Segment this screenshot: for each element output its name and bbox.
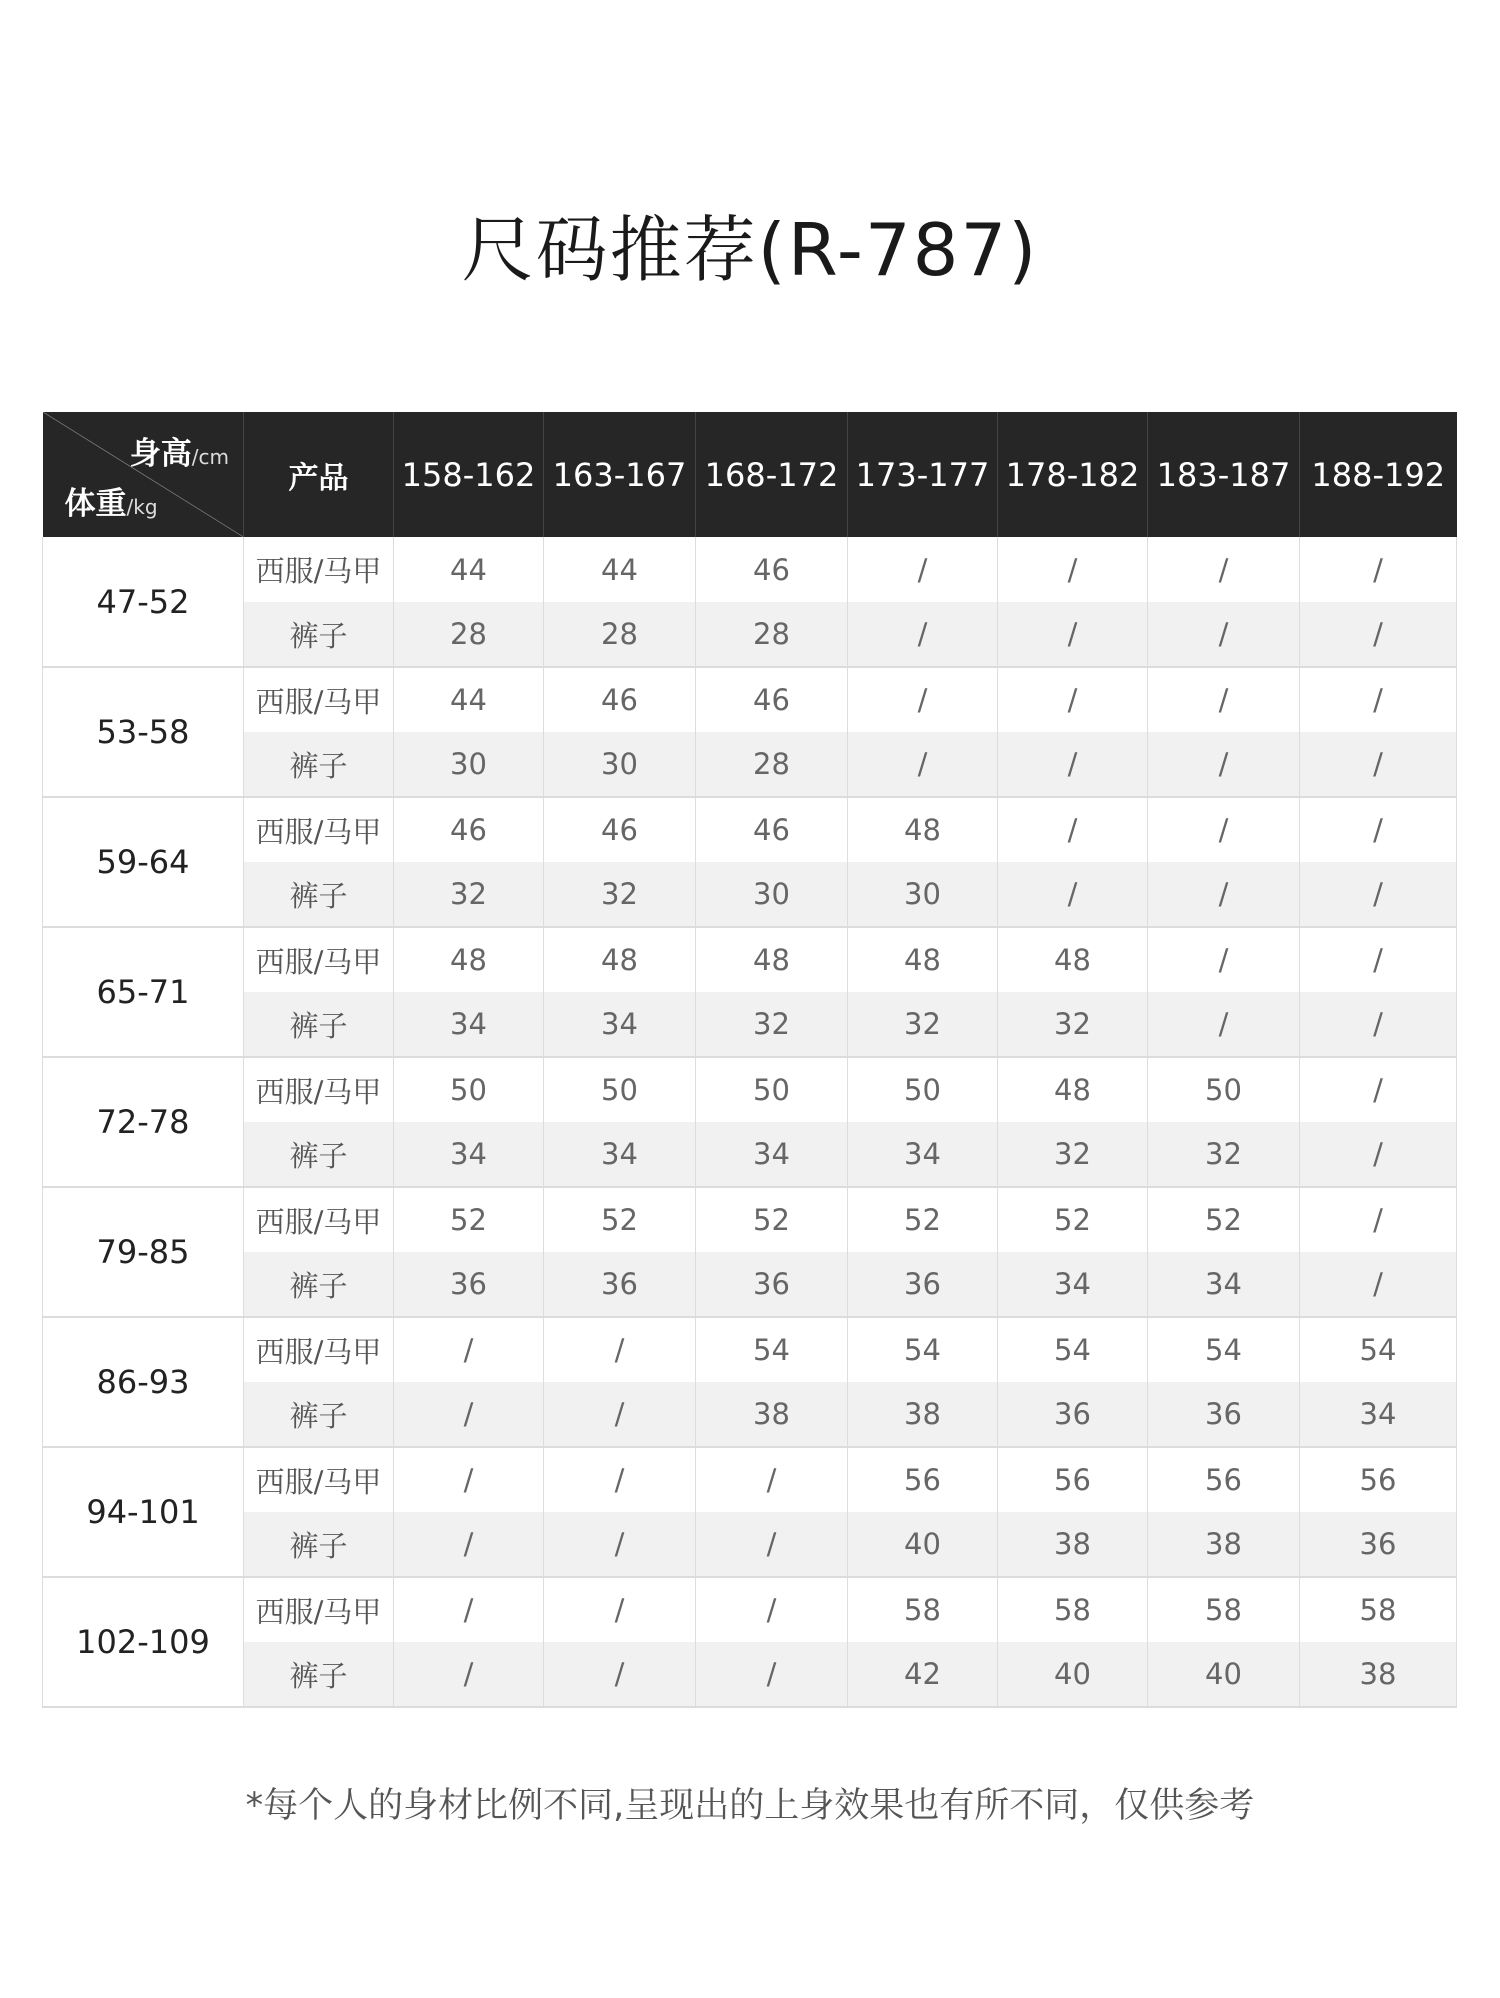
- size-cell: 30: [394, 732, 544, 797]
- table-row: [43, 1382, 1457, 1447]
- size-cell: 34: [544, 1122, 696, 1187]
- height-col-header: 158-162: [394, 412, 544, 537]
- product-cell-suit: 西服/马甲: [244, 1187, 394, 1252]
- size-cell: /: [1148, 602, 1300, 667]
- weight-range-cell: 65-71: [43, 927, 244, 1057]
- size-cell: /: [1300, 862, 1457, 927]
- product-cell-pants: 裤子: [244, 602, 394, 667]
- size-cell: /: [998, 862, 1148, 927]
- weight-range-cell: 72-78: [43, 1057, 244, 1187]
- size-cell: 48: [998, 927, 1148, 992]
- size-cell: 52: [1148, 1187, 1300, 1252]
- size-cell: 56: [998, 1447, 1148, 1512]
- size-cell: 54: [1300, 1317, 1457, 1382]
- height-col-header: 178-182: [998, 412, 1148, 537]
- product-cell-suit: 西服/马甲: [244, 1577, 394, 1642]
- height-col-header: 173-177: [848, 412, 998, 537]
- size-cell: 28: [696, 602, 848, 667]
- product-cell-pants: 裤子: [244, 1252, 394, 1317]
- corner-header: [43, 412, 244, 537]
- size-cell: 28: [544, 602, 696, 667]
- size-cell: 34: [998, 1252, 1148, 1317]
- size-chart-body: [43, 537, 1457, 1707]
- size-cell: 50: [394, 1057, 544, 1122]
- size-cell: /: [1300, 602, 1457, 667]
- size-cell: /: [544, 1512, 696, 1577]
- size-cell: 32: [1148, 1122, 1300, 1187]
- size-cell: 36: [394, 1252, 544, 1317]
- size-cell: 38: [1148, 1512, 1300, 1577]
- size-cell: 48: [848, 797, 998, 862]
- size-cell: 34: [394, 1122, 544, 1187]
- size-cell: /: [1148, 927, 1300, 992]
- product-cell-suit: 西服/马甲: [244, 667, 394, 732]
- size-cell: 30: [848, 862, 998, 927]
- size-cell: 50: [544, 1057, 696, 1122]
- size-cell: 46: [544, 667, 696, 732]
- size-cell: 52: [394, 1187, 544, 1252]
- table-row: [43, 1317, 1457, 1382]
- weight-range-cell: 59-64: [43, 797, 244, 927]
- size-cell: 44: [544, 537, 696, 602]
- product-cell-pants: 裤子: [244, 1382, 394, 1447]
- size-cell: 58: [848, 1577, 998, 1642]
- size-cell: /: [394, 1642, 544, 1707]
- size-cell: 34: [1148, 1252, 1300, 1317]
- weight-range-cell: 79-85: [43, 1187, 244, 1317]
- size-cell: 34: [1300, 1382, 1457, 1447]
- size-cell: /: [696, 1447, 848, 1512]
- size-cell: /: [998, 797, 1148, 862]
- size-cell: /: [1300, 1122, 1457, 1187]
- product-cell-suit: 西服/马甲: [244, 927, 394, 992]
- size-cell: 36: [544, 1252, 696, 1317]
- size-cell: 34: [696, 1122, 848, 1187]
- size-cell: /: [544, 1317, 696, 1382]
- product-cell-suit: 西服/马甲: [244, 797, 394, 862]
- table-row: [43, 1187, 1457, 1252]
- table-row: [43, 992, 1457, 1057]
- size-cell: 48: [394, 927, 544, 992]
- product-cell-pants: 裤子: [244, 992, 394, 1057]
- table-row: [43, 732, 1457, 797]
- table-row: [43, 667, 1457, 732]
- size-cell: /: [998, 537, 1148, 602]
- table-row: [43, 1447, 1457, 1512]
- size-cell: 32: [394, 862, 544, 927]
- weight-range-cell: 53-58: [43, 667, 244, 797]
- disclaimer-note: *每个人的身材比例不同,呈现出的上身效果也有所不同，仅供参考: [245, 1786, 1255, 1826]
- size-cell: 52: [544, 1187, 696, 1252]
- size-cell: /: [1300, 797, 1457, 862]
- product-cell-suit: 西服/马甲: [244, 1057, 394, 1122]
- size-cell: 40: [1148, 1642, 1300, 1707]
- size-cell: 46: [696, 537, 848, 602]
- size-cell: 36: [848, 1252, 998, 1317]
- size-cell: /: [998, 602, 1148, 667]
- size-cell: /: [394, 1512, 544, 1577]
- size-cell: /: [998, 667, 1148, 732]
- size-cell: /: [998, 732, 1148, 797]
- weight-range-cell: 86-93: [43, 1317, 244, 1447]
- size-cell: 58: [1300, 1577, 1457, 1642]
- size-cell: /: [544, 1642, 696, 1707]
- size-cell: 32: [696, 992, 848, 1057]
- size-cell: 54: [998, 1317, 1148, 1382]
- height-header: 身高/cm: [129, 436, 229, 472]
- size-cell: 46: [696, 797, 848, 862]
- height-col-header: 168-172: [696, 412, 848, 537]
- size-cell: 48: [848, 927, 998, 992]
- table-row: [43, 1122, 1457, 1187]
- size-cell: 46: [544, 797, 696, 862]
- size-cell: 56: [848, 1447, 998, 1512]
- size-cell: /: [1300, 1057, 1457, 1122]
- size-cell: /: [544, 1447, 696, 1512]
- size-cell: /: [1148, 667, 1300, 732]
- size-cell: /: [848, 732, 998, 797]
- size-cell: 36: [1148, 1382, 1300, 1447]
- size-cell: 58: [1148, 1577, 1300, 1642]
- height-col-header: 183-187: [1148, 412, 1300, 537]
- size-cell: /: [1148, 862, 1300, 927]
- table-row: [43, 537, 1457, 602]
- size-cell: 50: [1148, 1057, 1300, 1122]
- size-cell: 28: [394, 602, 544, 667]
- size-cell: 34: [544, 992, 696, 1057]
- table-row: [43, 602, 1457, 667]
- size-cell: 34: [394, 992, 544, 1057]
- size-cell: 54: [1148, 1317, 1300, 1382]
- size-cell: /: [544, 1382, 696, 1447]
- size-cell: 50: [848, 1057, 998, 1122]
- size-cell: 32: [848, 992, 998, 1057]
- table-row: [43, 1512, 1457, 1577]
- size-cell: /: [848, 667, 998, 732]
- weight-header: 体重/kg: [64, 486, 158, 522]
- size-cell: 56: [1300, 1447, 1457, 1512]
- size-cell: 32: [544, 862, 696, 927]
- product-cell-pants: 裤子: [244, 862, 394, 927]
- size-cell: /: [1148, 732, 1300, 797]
- size-cell: 54: [848, 1317, 998, 1382]
- size-cell: /: [696, 1642, 848, 1707]
- height-col-header: 188-192: [1300, 412, 1457, 537]
- table-row: [43, 1057, 1457, 1122]
- product-cell-suit: 西服/马甲: [244, 537, 394, 602]
- size-cell: /: [848, 537, 998, 602]
- product-cell-suit: 西服/马甲: [244, 1447, 394, 1512]
- size-cell: /: [1300, 1252, 1457, 1317]
- product-cell-pants: 裤子: [244, 1512, 394, 1577]
- size-cell: 32: [998, 1122, 1148, 1187]
- size-cell: 52: [696, 1187, 848, 1252]
- size-cell: /: [1300, 927, 1457, 992]
- size-cell: /: [394, 1317, 544, 1382]
- size-cell: 48: [696, 927, 848, 992]
- size-cell: 30: [544, 732, 696, 797]
- size-cell: /: [848, 602, 998, 667]
- size-cell: 36: [998, 1382, 1148, 1447]
- table-row: [43, 797, 1457, 862]
- size-cell: 38: [998, 1512, 1148, 1577]
- size-cell: 38: [848, 1382, 998, 1447]
- weight-range-cell: 102-109: [43, 1577, 244, 1707]
- size-cell: 32: [998, 992, 1148, 1057]
- size-cell: /: [696, 1512, 848, 1577]
- size-cell: 40: [998, 1642, 1148, 1707]
- size-cell: /: [394, 1382, 544, 1447]
- table-row: [43, 862, 1457, 927]
- size-cell: 44: [394, 537, 544, 602]
- product-cell-pants: 裤子: [244, 1642, 394, 1707]
- product-cell-pants: 裤子: [244, 1122, 394, 1187]
- size-cell: /: [1148, 537, 1300, 602]
- product-cell-suit: 西服/马甲: [244, 1317, 394, 1382]
- size-cell: 48: [544, 927, 696, 992]
- size-cell: /: [1300, 992, 1457, 1057]
- size-cell: 56: [1148, 1447, 1300, 1512]
- size-cell: 40: [848, 1512, 998, 1577]
- size-cell: /: [1300, 732, 1457, 797]
- page-title: 尺码推荐(R-787): [461, 208, 1039, 292]
- table-row: [43, 1642, 1457, 1707]
- product-cell-pants: 裤子: [244, 732, 394, 797]
- size-cell: 52: [848, 1187, 998, 1252]
- weight-range-cell: 47-52: [43, 537, 244, 667]
- size-cell: 34: [848, 1122, 998, 1187]
- table-row: [43, 1252, 1457, 1317]
- size-cell: 50: [696, 1057, 848, 1122]
- size-cell: 38: [696, 1382, 848, 1447]
- header-row: [43, 412, 1457, 537]
- size-cell: 52: [998, 1187, 1148, 1252]
- size-cell: /: [1300, 537, 1457, 602]
- table-row: [43, 1577, 1457, 1642]
- size-cell: 30: [696, 862, 848, 927]
- size-cell: 36: [696, 1252, 848, 1317]
- size-cell: /: [1148, 992, 1300, 1057]
- weight-range-cell: 94-101: [43, 1447, 244, 1577]
- size-cell: /: [394, 1447, 544, 1512]
- size-cell: 46: [394, 797, 544, 862]
- size-cell: 28: [696, 732, 848, 797]
- size-cell: /: [1148, 797, 1300, 862]
- size-cell: 48: [998, 1057, 1148, 1122]
- size-cell: /: [696, 1577, 848, 1642]
- size-cell: /: [544, 1577, 696, 1642]
- size-cell: /: [1300, 667, 1457, 732]
- size-cell: /: [1300, 1187, 1457, 1252]
- size-cell: 36: [1300, 1512, 1457, 1577]
- table-row: [43, 927, 1457, 992]
- size-cell: 42: [848, 1642, 998, 1707]
- size-cell: 38: [1300, 1642, 1457, 1707]
- size-chart-table: [42, 412, 1457, 1708]
- height-col-header: 163-167: [544, 412, 696, 537]
- size-cell: 58: [998, 1577, 1148, 1642]
- size-cell: 54: [696, 1317, 848, 1382]
- size-cell: /: [394, 1577, 544, 1642]
- size-cell: 44: [394, 667, 544, 732]
- size-cell: 46: [696, 667, 848, 732]
- product-header: 产品: [244, 412, 394, 537]
